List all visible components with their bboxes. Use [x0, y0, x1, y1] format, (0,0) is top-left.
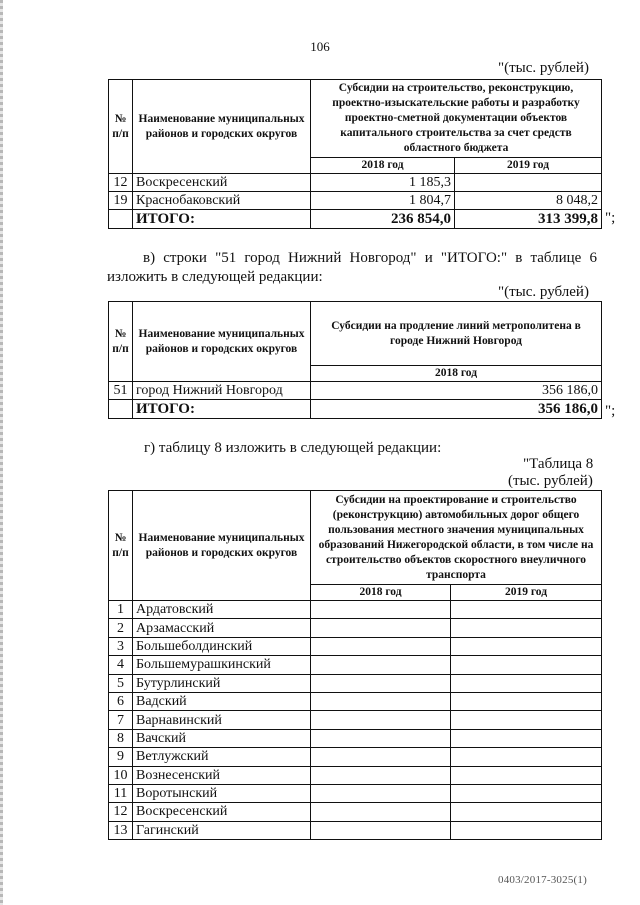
table-row: [109, 619, 602, 637]
row-name: Вачский: [133, 729, 311, 747]
row-value-2019: [451, 821, 602, 839]
total-label: ИТОГО:: [133, 210, 311, 229]
row-name: Воротынский: [133, 784, 311, 802]
table-row: [109, 382, 602, 400]
row-num: 8: [109, 729, 133, 747]
row-name: Гагинский: [133, 821, 311, 839]
table5-header-subsidy: Субсидии на строительство, реконструкцию, проектно-изыскательские работы и разработку проектно-сметной документации объектов капитального строительства за счет средств областного бюджета: [311, 80, 602, 158]
row-value-2018: [311, 711, 451, 729]
total-value: 356 186,0: [311, 400, 602, 419]
row-value-2018: 1 185,3: [311, 174, 455, 192]
row-value-2019: [451, 803, 602, 821]
row-num: 13: [109, 821, 133, 839]
table-row: [109, 711, 602, 729]
total-2019: 313 399,8: [455, 210, 602, 229]
row-value-2018: [311, 674, 451, 692]
row-value-2018: 1 804,7: [311, 192, 455, 210]
table5: [108, 79, 602, 229]
table8-title: "Таблица 8: [523, 456, 594, 472]
table6-header-subsidy: Субсидии на продление линий метрополитена в городе Нижний Новгород: [311, 302, 602, 366]
table6: [108, 301, 602, 419]
table6-header-name: Наименование муниципальных районов и городских округов: [133, 302, 311, 382]
table-row: [109, 692, 602, 710]
row-value-2019: [451, 766, 602, 784]
row-name: Вознесенский: [133, 766, 311, 784]
table-row: [109, 821, 602, 839]
paragraph-v: в) строки "51 город Нижний Новгород" и "ИТОГО:" в таблице 6 изложить в следующей редакции:: [107, 250, 597, 285]
table-row: [109, 729, 602, 747]
row-name: Большеболдинский: [133, 637, 311, 655]
table-row: [109, 748, 602, 766]
table5-header-2019: 2019 год: [455, 158, 602, 174]
table-row: [109, 656, 602, 674]
table6-closing-quote: ";: [605, 403, 616, 419]
table8-header-subsidy: Субсидии на проектирование и строительство (реконструкцию) автомобильных дорог общего пользования местного значения муниципальных образований Нижегородской области, в том числе на строительство объектов скоростного внеуличного транспорта: [311, 491, 602, 585]
row-name: город Нижний Новгород: [133, 382, 311, 400]
row-num: 11: [109, 784, 133, 802]
table5-header-num: № п/п: [109, 80, 133, 174]
row-value-2018: [311, 692, 451, 710]
row-value-2019: 8 048,2: [455, 192, 602, 210]
table-row: [109, 766, 602, 784]
row-name: Вадский: [133, 692, 311, 710]
row-value-2019: [451, 729, 602, 747]
row-num: 51: [109, 382, 133, 400]
table-row: [109, 784, 602, 802]
table5-header-2018: 2018 год: [311, 158, 455, 174]
row-value-2018: 356 186,0: [311, 382, 602, 400]
row-value-2018: [311, 748, 451, 766]
row-value-2019: [451, 711, 602, 729]
row-value-2019: [451, 637, 602, 655]
table8-header-num: № п/п: [109, 491, 133, 601]
row-value-2018: [311, 784, 451, 802]
table5-closing-quote: ";: [605, 210, 616, 226]
table-row: [109, 192, 602, 210]
table5-unit: "(тыс. рублей): [498, 60, 589, 76]
table-row: [109, 174, 602, 192]
row-num: 9: [109, 748, 133, 766]
row-value-2018: [311, 601, 451, 619]
row-value-2018: [311, 619, 451, 637]
table8-unit: (тыс. рублей): [508, 473, 593, 489]
row-num: 2: [109, 619, 133, 637]
row-num: 3: [109, 637, 133, 655]
row-value-2019: [451, 656, 602, 674]
row-num: 7: [109, 711, 133, 729]
row-num: 1: [109, 601, 133, 619]
row-value-2019: [451, 784, 602, 802]
row-value-2018: [311, 637, 451, 655]
row-value-2018: [311, 803, 451, 821]
row-value-2018: [311, 656, 451, 674]
row-value-2018: [311, 821, 451, 839]
table-row: [109, 674, 602, 692]
table-row: [109, 803, 602, 821]
row-value-2019: [451, 619, 602, 637]
table5-header-name: Наименование муниципальных районов и городских округов: [133, 80, 311, 174]
row-name: Воскресенский: [133, 174, 311, 192]
row-num: 12: [109, 803, 133, 821]
row-num: 19: [109, 192, 133, 210]
row-name: Большемурашкинский: [133, 656, 311, 674]
row-value-2019: [451, 692, 602, 710]
row-name: Ардатовский: [133, 601, 311, 619]
row-value-2018: [311, 766, 451, 784]
table6-header-num: № п/п: [109, 302, 133, 382]
total-row: [109, 400, 602, 419]
row-value-2019: [455, 174, 602, 192]
total-row: [109, 210, 602, 229]
row-name: Краснобаковский: [133, 192, 311, 210]
total-2018: 236 854,0: [311, 210, 455, 229]
row-value-2019: [451, 674, 602, 692]
scan-edge: [0, 0, 3, 905]
row-name: Ветлужский: [133, 748, 311, 766]
row-value-2019: [451, 748, 602, 766]
total-label: ИТОГО:: [133, 400, 311, 419]
table8-header-name: Наименование муниципальных районов и городских округов: [133, 491, 311, 601]
row-num: 12: [109, 174, 133, 192]
row-name: Воскресенский: [133, 803, 311, 821]
table8-header-2018: 2018 год: [311, 585, 451, 601]
table8: [108, 490, 602, 840]
row-num: 5: [109, 674, 133, 692]
table6-header-2018: 2018 год: [311, 366, 602, 382]
row-name: Арзамасский: [133, 619, 311, 637]
row-name: Варнавинский: [133, 711, 311, 729]
document-code: 0403/2017-3025(1): [498, 874, 587, 886]
row-num: 6: [109, 692, 133, 710]
table-row: [109, 637, 602, 655]
row-num: 10: [109, 766, 133, 784]
page-number: 106: [310, 39, 330, 54]
paragraph-g: г) таблицу 8 изложить в следующей редакции:: [144, 440, 442, 456]
row-name: Бутурлинский: [133, 674, 311, 692]
table-row: [109, 601, 602, 619]
table6-unit: "(тыс. рублей): [498, 284, 589, 300]
row-num: 4: [109, 656, 133, 674]
row-value-2019: [451, 601, 602, 619]
table8-header-2019: 2019 год: [451, 585, 602, 601]
row-value-2018: [311, 729, 451, 747]
